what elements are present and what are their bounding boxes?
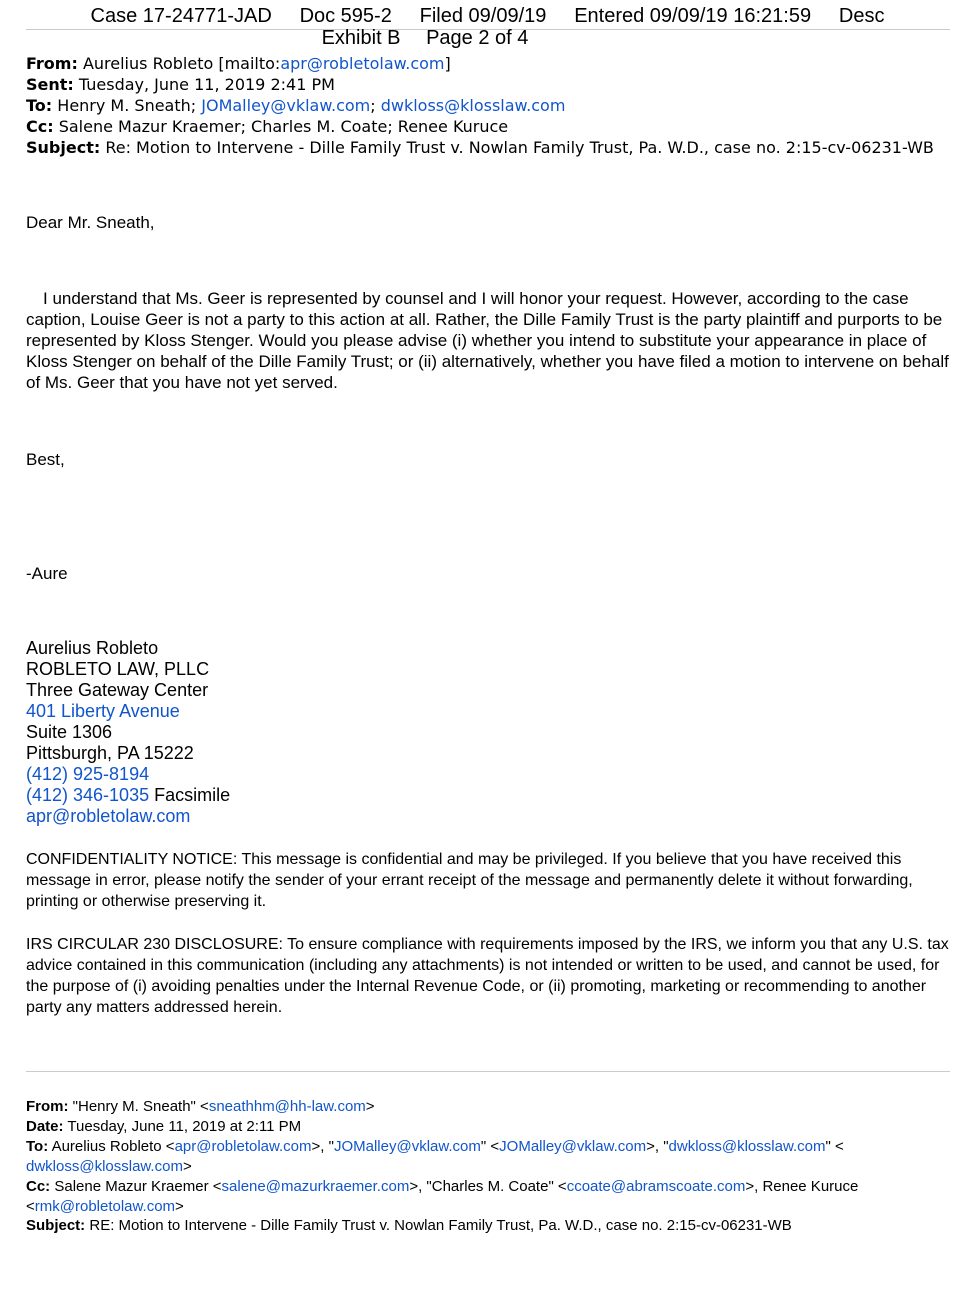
- signature-street-link[interactable]: 401 Liberty Avenue: [26, 701, 180, 721]
- signature-fax-link[interactable]: (412) 346-1035: [26, 785, 150, 805]
- closing: Best,: [26, 450, 65, 469]
- quoted-to-label: To:: [26, 1138, 49, 1155]
- quoted-to-email-link-2[interactable]: JOMalley@vklaw.com: [333, 1138, 481, 1155]
- quoted-cc-line: [26, 1177, 956, 1217]
- quoted-date: Tuesday, June 11, 2019 at 2:11 PM: [67, 1118, 302, 1135]
- filed-date: Filed 09/09/19: [419, 5, 547, 27]
- from-email-link[interactable]: apr@robletolaw.com: [280, 54, 445, 73]
- court-header-line1: [0, 5, 975, 28]
- to-email-link-2[interactable]: dwkloss@klosslaw.com: [380, 96, 566, 115]
- quoted-cc-part-2: >, "Charles M. Coate" <: [409, 1178, 567, 1195]
- quoted-cc-part-3: >, Renee Kuruce <: [26, 1178, 859, 1215]
- signature-building: Three Gateway Center: [26, 680, 209, 700]
- entered-date: Entered 09/09/19 16:21:59: [574, 5, 812, 27]
- irs-disclosure: IRS CIRCULAR 230 DISCLOSURE: To ensure compliance with requirements imposed by the IRS, we inform you that any U.S. tax advice contained in this communication (including any attachments) is not intended or written to be used, and cannot be used, for the purpose of (i) avoiding penalties under the Internal Revenue Code, or (ii) promoting, marketing or recommending to another party any matters addressed herein.: [26, 936, 949, 1016]
- quoted-from-label: From:: [26, 1098, 69, 1115]
- quoted-divider: [26, 1071, 950, 1072]
- quoted-to-email-link-1[interactable]: apr@robletolaw.com: [174, 1138, 312, 1155]
- quoted-to-email-link-5[interactable]: dwkloss@klosslaw.com: [26, 1158, 183, 1175]
- sent-date: Tuesday, June 11, 2019 2:41 PM: [78, 75, 335, 94]
- fax-label: Facsimile: [154, 785, 231, 805]
- cc-list: Salene Mazur Kraemer; Charles M. Coate; Renee Kuruce: [58, 117, 509, 136]
- greeting: Dear Mr. Sneath,: [26, 213, 155, 232]
- quoted-cc-email-link-1[interactable]: salene@mazurkraemer.com: [221, 1178, 410, 1195]
- from-name: Aurelius Robleto [mailto:: [82, 54, 281, 73]
- quoted-cc-part-1: Salene Mazur Kraemer <: [54, 1178, 222, 1195]
- to-name: Henry M. Sneath;: [57, 96, 197, 115]
- to-label: To:: [26, 96, 53, 115]
- signature-city: Pittsburgh, PA 15222: [26, 743, 194, 763]
- subject-text: Re: Motion to Intervene - Dille Family Trust v. Nowlan Family Trust, Pa. W.D., case no. 2:15-cv-06231-WB: [105, 138, 934, 157]
- signature-fax-line: [26, 785, 230, 806]
- signoff: -Aure: [26, 564, 68, 583]
- quoted-to-line: [26, 1137, 956, 1177]
- quoted-to-email-link-4[interactable]: dwkloss@klosslaw.com: [668, 1138, 826, 1155]
- quoted-to-part-1: Aurelius Robleto <: [51, 1138, 175, 1155]
- court-header-line2: [0, 27, 850, 50]
- from-close: ]: [444, 54, 451, 73]
- quoted-subject-text: RE: Motion to Intervene - Dille Family Trust v. Nowlan Family Trust, Pa. W.D., case no. 2:15-cv-06231-WB: [89, 1217, 792, 1234]
- quoted-date-line: [26, 1117, 301, 1137]
- confidentiality-notice: CONFIDENTIALITY NOTICE: This message is confidential and may be privileged. If you believe that you have received this message in error, please notify the sender of your errant receipt of the message and permanently delete it without forwarding, printing or otherwise preserving it.: [26, 851, 913, 910]
- sent-label: Sent:: [26, 75, 74, 94]
- quoted-from-line: [26, 1097, 375, 1117]
- to-separator: ;: [370, 96, 376, 115]
- quoted-to-part-5: " <: [825, 1138, 844, 1155]
- case-number: Case 17-24771-JAD: [90, 5, 272, 27]
- quoted-cc-part-4: >: [175, 1198, 184, 1215]
- quoted-to-part-4: >, ": [646, 1138, 669, 1155]
- quoted-to-email-link-3[interactable]: JOMalley@vklaw.com: [499, 1138, 647, 1155]
- quoted-from-name: "Henry M. Sneath" <: [72, 1098, 209, 1115]
- quoted-cc-email-link-2[interactable]: ccoate@abramscoate.com: [566, 1178, 746, 1195]
- desc-label: Desc: [838, 5, 885, 27]
- signature-email-link[interactable]: apr@robletolaw.com: [26, 806, 191, 826]
- quoted-to-part-2: >, ": [311, 1138, 334, 1155]
- quoted-cc-label: Cc:: [26, 1178, 51, 1195]
- email-sent-line: [26, 74, 335, 95]
- cc-label: Cc:: [26, 117, 54, 136]
- quoted-from-email-link[interactable]: sneathhm@hh-law.com: [208, 1098, 366, 1115]
- quoted-to-part-3: " <: [480, 1138, 500, 1155]
- email-cc-line: [26, 116, 508, 137]
- to-email-link-1[interactable]: JOMalley@vklaw.com: [201, 96, 371, 115]
- quoted-from-close: >: [365, 1098, 375, 1115]
- quoted-date-label: Date:: [26, 1118, 64, 1135]
- exhibit-label: Exhibit B: [321, 27, 401, 49]
- signature-firm: ROBLETO LAW, PLLC: [26, 659, 210, 679]
- subject-label: Subject:: [26, 138, 101, 157]
- body-paragraph: I understand that Ms. Geer is represented by counsel and I will honor your request. However, according to the case caption, Louise Geer is not a party to this action at all. Rather, the Dille Family Trust is the party plaintiff and purports to be represented by Kloss Stenger. Would you please advise (i) whether you intend to substitute your appearance in place of Kloss Stenger on behalf of the Dille Family Trust; or (ii) alternatively, whether you have filed a motion to intervene on behalf of Ms. Geer that you have not yet served.: [26, 289, 949, 392]
- email-subject-line: [26, 137, 934, 158]
- quoted-subject-label: Subject:: [26, 1217, 86, 1234]
- email-to-line: [26, 95, 565, 116]
- email-from-line: [26, 53, 451, 74]
- signature-suite: Suite 1306: [26, 722, 113, 742]
- quoted-cc-email-link-3[interactable]: rmk@robletolaw.com: [34, 1198, 176, 1215]
- signature-name: Aurelius Robleto: [26, 638, 159, 658]
- quoted-to-part-6: >: [182, 1158, 192, 1175]
- quoted-subject-line: [26, 1216, 792, 1236]
- signature-phone-link[interactable]: (412) 925-8194: [26, 764, 150, 784]
- page-label: Page 2 of 4: [426, 27, 529, 49]
- doc-number: Doc 595-2: [299, 5, 392, 27]
- from-label: From:: [26, 54, 78, 73]
